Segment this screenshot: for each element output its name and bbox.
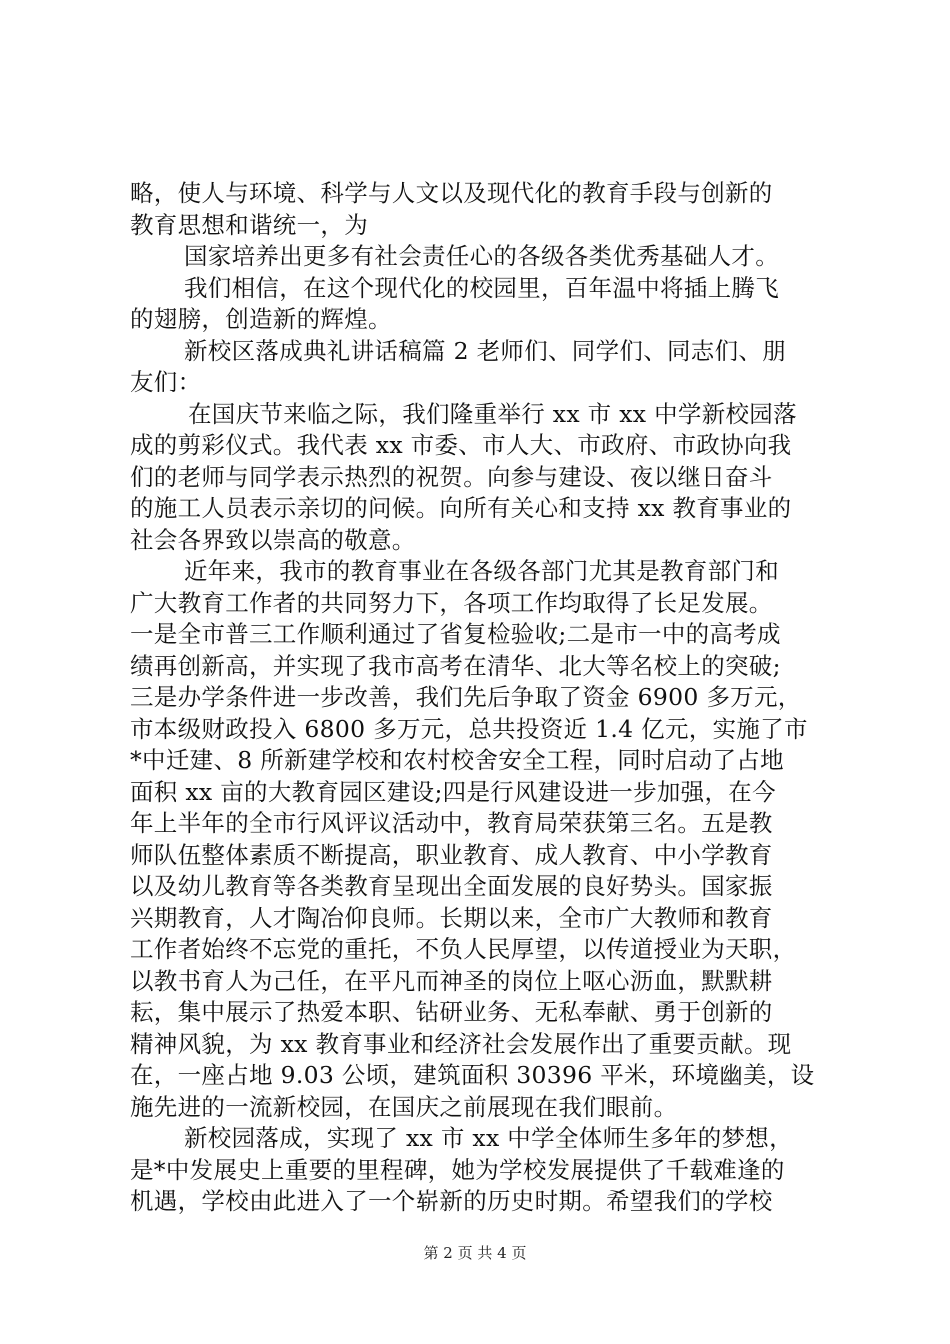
text-line: 工作者始终不忘党的重托，不负人民厚望，以传道授业为天职， — [130, 935, 797, 963]
text-line: 新校园落成，实现了 xx 市 xx 中学全体师生多年的梦想， — [184, 1124, 793, 1152]
text-line: 的翅膀，创造新的辉煌。 — [130, 305, 392, 333]
text-line: 们的老师与同学表示热烈的祝贺。向参与建设、夜以继日奋斗 — [130, 462, 773, 491]
text-line: 年上半年的全市行风评议活动中，教育局荣获第三名。五是教 — [130, 809, 773, 837]
text-line: 近年来，我市的教育事业在各级各部门尤其是教育部门和 — [184, 557, 779, 585]
page-number-footer: 第 2 页 共 4 页 — [423, 1244, 527, 1262]
text-line: 国家培养出更多有社会责任心的各级各类优秀基础人才。 — [184, 242, 779, 270]
text-line: 在国庆节来临之际，我们隆重举行 xx 市 xx 中学新校园落 — [188, 399, 797, 428]
text-line: 兴期教育，人才陶冶仰良师。长期以来，全市广大教师和教育 — [130, 903, 773, 932]
text-line: 在，一座占地 9.03 公顷，建筑面积 30396 平米，环境幽美，设 — [130, 1061, 815, 1089]
text-line: 三是办学条件进一步改善，我们先后争取了资金 6900 多万元， — [130, 683, 802, 711]
text-line: *中迁建、8 所新建学校和农村校舍安全工程，同时启动了占地 — [130, 746, 784, 774]
text-line: 成的剪彩仪式。我代表 xx 市委、市人大、市政府、市政协向我 — [130, 431, 792, 459]
text-line: 是*中发展史上重要的里程碑，她为学校发展提供了千载难逢的 — [130, 1155, 785, 1184]
text-line: 略，使人与环境、科学与人文以及现代化的教育手段与创新的 — [130, 179, 773, 207]
text-line: 面积 xx 亩的大教育园区建设;四是行风建设进一步加强，在今 — [130, 777, 776, 806]
text-line: 广大教育工作者的共同努力下，各项工作均取得了长足发展。 — [130, 588, 773, 617]
text-line: 一是全市普三工作顺利通过了省复检验收;二是市一中的高考成 — [130, 620, 781, 648]
text-line: 新校区落成典礼讲话稿篇 2 老师们、同学们、同志们、朋 — [184, 336, 786, 365]
document-body — [130, 178, 830, 1218]
text-line: 友们： — [130, 368, 202, 396]
text-line: 以教书育人为己任，在平凡而神圣的岗位上呕心沥血，默默耕 — [130, 966, 773, 995]
text-line: 社会各界致以崇高的敬意。 — [130, 525, 416, 554]
text-line: 的施工人员表示亲切的问候。向所有关心和支持 xx 教育事业的 — [130, 494, 792, 522]
text-line: 师队伍整体素质不断提高，职业教育、成人教育、中小学教育 — [130, 840, 773, 869]
text-line: 耘，集中展示了热爱本职、钻研业务、无私奉献、勇于创新的 — [130, 998, 773, 1026]
text-line: 精神风貌，为 xx 教育事业和经济社会发展作出了重要贡献。现 — [130, 1029, 792, 1058]
text-line: 绩再创新高，并实现了我市高考在清华、北大等名校上的突破; — [130, 651, 781, 680]
text-line: 施先进的一流新校园，在国庆之前展现在我们眼前。 — [130, 1092, 678, 1121]
text-line: 以及幼儿教育等各类教育呈现出全面发展的良好势头。国家振 — [130, 872, 773, 900]
text-line: 机遇，学校由此进入了一个崭新的历史时期。希望我们的学校 — [130, 1187, 773, 1215]
text-line: 我们相信，在这个现代化的校园里，百年温中将插上腾飞 — [184, 273, 779, 302]
text-line: 市本级财政投入 6800 多万元，总共投资近 1.4 亿元，实施了市 — [130, 714, 808, 743]
text-line: 教育思想和谐统一，为 — [130, 210, 368, 239]
